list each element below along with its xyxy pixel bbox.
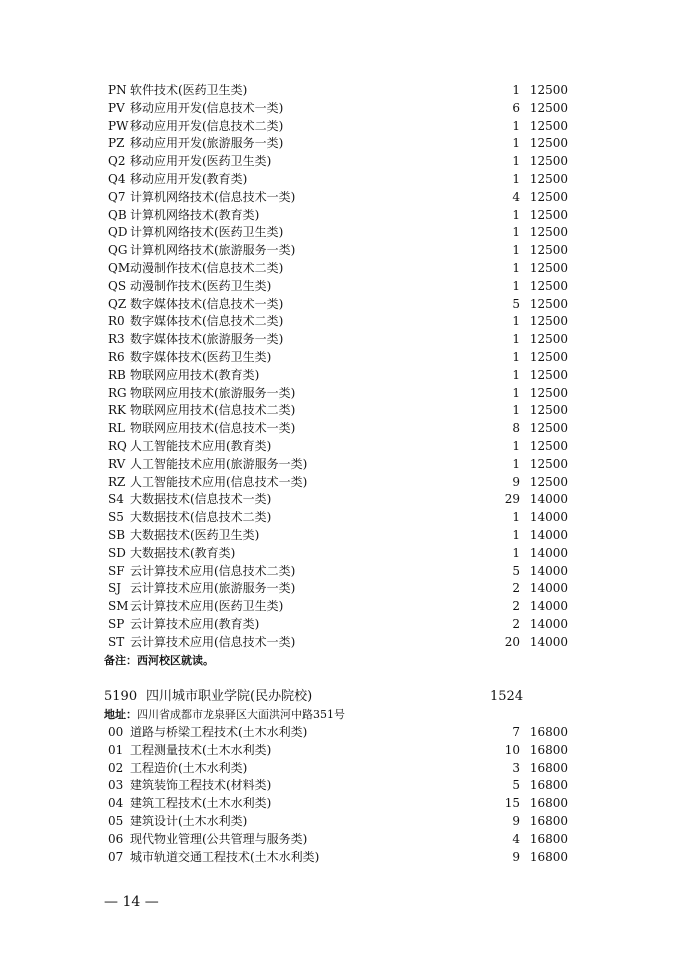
enrollment-count: 2 <box>512 617 520 631</box>
program-code: SP <box>108 617 125 631</box>
program-code: 06 <box>108 831 124 846</box>
tuition-fee: 12500 <box>529 136 568 151</box>
program-code: S4 <box>108 492 124 507</box>
tuition-fee: 16800 <box>529 742 568 757</box>
enrollment-count: 1 <box>512 510 520 525</box>
table-row <box>104 526 572 544</box>
school-id: 5190 <box>104 689 138 704</box>
enrollment-count: 1 <box>512 172 520 186</box>
program-name: 大数据技术(信息技术一类) <box>130 492 272 507</box>
school-name: 四川城市职业学院(民办院校) <box>146 689 313 704</box>
program-name: 云计算技术应用(信息技术一类) <box>130 634 296 649</box>
tuition-fee: 14000 <box>529 563 568 578</box>
enrollment-count: 2 <box>512 599 520 614</box>
enrollment-count: 1 <box>512 118 520 133</box>
program-name: 计算机网络技术(医药卫生类) <box>130 225 284 240</box>
program-name: 物联网应用技术(旅游服务一类) <box>130 385 296 400</box>
program-name: 计算机网络技术(信息技术一类) <box>130 189 296 204</box>
program-code: 04 <box>108 796 124 811</box>
table-row <box>104 348 572 366</box>
table-row <box>104 723 572 741</box>
program-name: 软件技术(医药卫生类) <box>130 83 248 97</box>
program-code: 07 <box>108 849 124 864</box>
note-text: 备注：西河校区就读。 <box>104 654 214 667</box>
address-label: 地址： <box>104 708 137 721</box>
tuition-fee: 14000 <box>529 528 568 542</box>
tuition-fee: 16800 <box>529 831 568 846</box>
program-name: 移动应用开发(教育类) <box>130 172 248 186</box>
program-code: RK <box>108 403 126 418</box>
enrollment-count: 6 <box>512 100 520 115</box>
school-total: 1524 <box>490 689 524 704</box>
school-address <box>104 707 345 723</box>
tuition-fee: 16800 <box>529 725 568 739</box>
program-code: R6 <box>108 350 125 364</box>
enrollment-count: 1 <box>512 439 520 453</box>
program-code: RZ <box>108 474 126 489</box>
table-row <box>104 490 572 508</box>
tuition-fee: 12500 <box>529 350 568 364</box>
tuition-fee: 12500 <box>529 385 568 400</box>
table-row <box>104 633 572 651</box>
program-name: 云计算技术应用(旅游服务一类) <box>130 581 296 596</box>
enrollment-count: 1 <box>512 545 520 560</box>
enrollment-count: 7 <box>512 725 520 739</box>
tuition-fee: 12500 <box>529 314 568 329</box>
program-code: QZ <box>108 296 127 311</box>
table-row <box>104 776 572 794</box>
program-name: 物联网应用技术(信息技术二类) <box>130 403 296 418</box>
program-name: 云计算技术应用(教育类) <box>130 617 260 631</box>
program-code: SD <box>108 545 126 560</box>
enrollment-count: 1 <box>512 367 520 382</box>
program-code: 00 <box>108 725 124 739</box>
program-name: 云计算技术应用(医药卫生类) <box>130 599 284 614</box>
enrollment-count: 1 <box>512 528 520 542</box>
program-name: 建筑设计(土木水利类) <box>130 814 248 828</box>
program-code: RQ <box>108 439 127 453</box>
tuition-fee: 12500 <box>529 296 568 311</box>
tuition-fee: 12500 <box>529 403 568 418</box>
enrollment-count: 4 <box>512 831 520 846</box>
tuition-fee: 12500 <box>529 154 568 169</box>
enrollment-count: 5 <box>512 778 520 793</box>
program-code: ST <box>108 634 125 649</box>
table-row <box>104 794 572 812</box>
program-code: SF <box>108 563 125 578</box>
program-code: 05 <box>108 814 124 828</box>
enrollment-count: 1 <box>512 261 520 275</box>
program-name: 大数据技术(教育类) <box>130 545 236 560</box>
program-code: 01 <box>108 742 124 757</box>
enrollment-count: 1 <box>512 385 520 400</box>
table-row <box>104 544 572 562</box>
tuition-fee: 14000 <box>529 545 568 560</box>
tuition-fee: 16800 <box>529 796 568 811</box>
table-row <box>104 437 572 455</box>
table-row <box>104 330 572 348</box>
enrollment-count: 1 <box>512 225 520 240</box>
program-name: 工程造价(土木水利类) <box>130 760 248 775</box>
program-code: Q7 <box>108 189 126 204</box>
address-text: 四川省成都市龙泉驿区大面洪河中路351号 <box>137 708 345 721</box>
enrollment-count: 1 <box>512 243 520 258</box>
enrollment-count: 1 <box>512 154 520 169</box>
program-name: 工程测量技术(土木水利类) <box>130 742 272 757</box>
program-code: RL <box>108 421 126 436</box>
tuition-fee: 16800 <box>529 778 568 793</box>
program-name: 数字媒体技术(旅游服务一类) <box>130 332 284 347</box>
program-code: QG <box>108 243 128 258</box>
enrollment-count: 29 <box>504 492 520 507</box>
enrollment-count: 5 <box>512 563 520 578</box>
enrollment-count: 4 <box>512 189 520 204</box>
tuition-fee: 14000 <box>529 492 568 507</box>
program-name: 城市轨道交通工程技术(土木水利类) <box>130 849 320 864</box>
program-name: 数字媒体技术(信息技术二类) <box>130 314 284 329</box>
enrollment-count: 1 <box>512 456 520 471</box>
tuition-fee: 12500 <box>529 456 568 471</box>
enrollment-count: 15 <box>504 796 520 811</box>
tuition-fee: 12500 <box>529 421 568 436</box>
tuition-fee: 12500 <box>529 367 568 382</box>
program-code: PV <box>108 100 125 115</box>
program-name: 动漫制作技术(信息技术二类) <box>130 261 284 275</box>
program-code: PW <box>108 118 129 133</box>
program-code: S5 <box>108 510 124 525</box>
program-code: 03 <box>108 778 124 793</box>
table-row <box>104 401 572 419</box>
program-code: QB <box>108 207 127 222</box>
program-name: 大数据技术(医药卫生类) <box>130 528 260 542</box>
table-row <box>104 277 572 295</box>
page-number: — 14 — <box>104 894 159 910</box>
program-code: QM <box>108 261 131 275</box>
enrollment-count: 1 <box>512 207 520 222</box>
program-name: 人工智能技术应用(信息技术一类) <box>130 474 308 489</box>
tuition-fee: 16800 <box>529 814 568 828</box>
enrollment-count: 9 <box>512 814 520 828</box>
program-name: 建筑工程技术(土木水利类) <box>130 796 272 811</box>
program-name: 物联网应用技术(信息技术一类) <box>130 421 296 436</box>
program-code: RB <box>108 367 126 382</box>
program-name: 云计算技术应用(信息技术二类) <box>130 563 296 578</box>
program-name: 建筑装饰工程技术(材料类) <box>130 778 272 793</box>
table-row <box>104 81 572 99</box>
tuition-fee: 12500 <box>529 474 568 489</box>
program-name: 移动应用开发(信息技术一类) <box>130 100 284 115</box>
table-row <box>104 384 572 402</box>
program-name: 动漫制作技术(医药卫生类) <box>130 278 272 293</box>
tuition-fee: 14000 <box>529 510 568 525</box>
program-name: 计算机网络技术(教育类) <box>130 207 260 222</box>
table-row <box>104 99 572 117</box>
enrollment-count: 8 <box>512 421 520 436</box>
program-name: 移动应用开发(旅游服务一类) <box>130 136 284 151</box>
tuition-fee: 12500 <box>529 172 568 186</box>
program-code: R3 <box>108 332 125 347</box>
program-name: 现代物业管理(公共管理与服务类) <box>130 831 308 846</box>
tuition-fee: 12500 <box>529 261 568 275</box>
program-code: QD <box>108 225 128 240</box>
table-row <box>104 188 572 206</box>
program-code: QS <box>108 278 127 293</box>
enrollment-count: 2 <box>512 581 520 596</box>
program-code: Q2 <box>108 154 126 169</box>
program-name: 移动应用开发(信息技术二类) <box>130 118 284 133</box>
program-code: SB <box>108 528 126 542</box>
program-code: 02 <box>108 760 124 775</box>
table-row <box>104 741 572 759</box>
program-name: 数字媒体技术(信息技术一类) <box>130 296 284 311</box>
school-header <box>104 687 572 707</box>
table-row <box>104 812 572 830</box>
table-row <box>104 206 572 224</box>
program-name: 物联网应用技术(教育类) <box>130 367 260 382</box>
table-row <box>104 117 572 135</box>
program-code: PZ <box>108 136 125 151</box>
table-row <box>104 223 572 241</box>
tuition-fee: 14000 <box>529 599 568 614</box>
tuition-fee: 12500 <box>529 83 568 97</box>
table-row <box>104 455 572 473</box>
table-row <box>104 759 572 777</box>
table-row <box>104 419 572 437</box>
table-row <box>104 241 572 259</box>
tuition-fee: 12500 <box>529 278 568 293</box>
table-row <box>104 830 572 848</box>
tuition-fee: 12500 <box>529 332 568 347</box>
program-name: 道路与桥梁工程技术(土木水利类) <box>130 725 308 739</box>
enrollment-count: 9 <box>512 474 520 489</box>
enrollment-count: 1 <box>512 314 520 329</box>
program-name: 移动应用开发(医药卫生类) <box>130 154 272 169</box>
tuition-fee: 12500 <box>529 439 568 453</box>
enrollment-count: 9 <box>512 849 520 864</box>
program-code: RG <box>108 385 127 400</box>
tuition-fee: 16800 <box>529 849 568 864</box>
enrollment-count: 1 <box>512 332 520 347</box>
table-row <box>104 579 572 597</box>
table-row <box>104 170 572 188</box>
table-row <box>104 312 572 330</box>
tuition-fee: 12500 <box>529 100 568 115</box>
program-code: R0 <box>108 314 125 329</box>
tuition-fee: 14000 <box>529 581 568 596</box>
program-code: RV <box>108 456 126 471</box>
table-row <box>104 295 572 313</box>
enrollment-count: 1 <box>512 136 520 151</box>
enrollment-count: 1 <box>512 403 520 418</box>
table-row <box>104 848 572 866</box>
enrollment-count: 1 <box>512 278 520 293</box>
enrollment-count: 1 <box>512 350 520 364</box>
table-row <box>104 259 572 277</box>
table-row <box>104 508 572 526</box>
table-row <box>104 473 572 491</box>
tuition-fee: 12500 <box>529 207 568 222</box>
program-name: 数字媒体技术(医药卫生类) <box>130 350 272 364</box>
enrollment-count: 5 <box>512 296 520 311</box>
program-code: SJ <box>108 581 122 596</box>
enrollment-count: 20 <box>504 634 520 649</box>
program-code: Q4 <box>108 172 126 186</box>
tuition-fee: 12500 <box>529 189 568 204</box>
tuition-fee: 12500 <box>529 225 568 240</box>
tuition-fee: 16800 <box>529 760 568 775</box>
program-name: 计算机网络技术(旅游服务一类) <box>130 243 296 258</box>
tuition-fee: 14000 <box>529 634 568 649</box>
program-code: PN <box>108 83 127 97</box>
enrollment-count: 1 <box>512 83 520 97</box>
tuition-fee: 12500 <box>529 118 568 133</box>
table-row <box>104 152 572 170</box>
tuition-fee: 14000 <box>529 617 568 631</box>
table-row <box>104 366 572 384</box>
program-name: 人工智能技术应用(旅游服务一类) <box>130 456 308 471</box>
program-code: SM <box>108 599 129 614</box>
table-row <box>104 597 572 615</box>
program-name: 大数据技术(信息技术二类) <box>130 510 272 525</box>
program-name: 人工智能技术应用(教育类) <box>130 439 272 453</box>
enrollment-count: 3 <box>512 760 520 775</box>
table-row <box>104 615 572 633</box>
table-row <box>104 562 572 580</box>
enrollment-count: 10 <box>504 742 520 757</box>
tuition-fee: 12500 <box>529 243 568 258</box>
table-row <box>104 134 572 152</box>
